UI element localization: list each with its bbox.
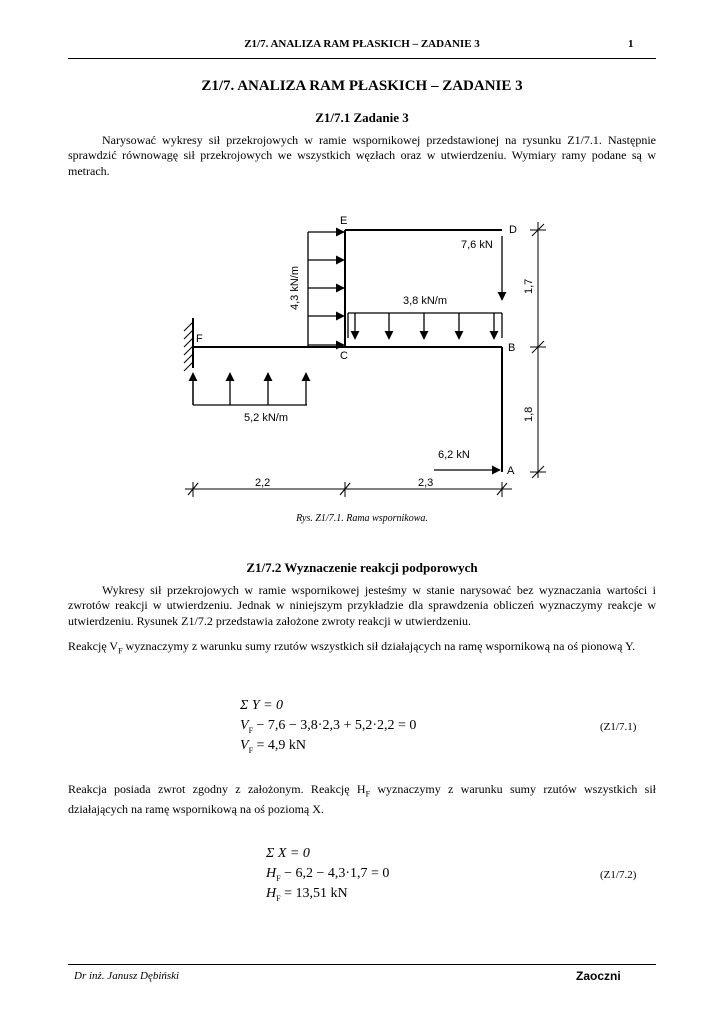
dim-label-left: 2,2: [255, 477, 271, 489]
paragraph-text: Reakcję $V_F$ wyznaczymy z warunku sumy rzutów wszystkich sił działających na ramę wspornikową na oś pionową Y.: [68, 639, 636, 656]
node-label-A: A: [507, 465, 515, 477]
fixed-support-F: [184, 318, 193, 371]
node-label-C: C: [340, 350, 348, 362]
load-label-ce: 4,3 kN/m: [289, 265, 301, 310]
dim-label-right: 2,3: [418, 477, 434, 489]
eq1-line-3: $V_F = 4,9$ kN: [240, 738, 307, 755]
page-number: 1: [628, 38, 634, 50]
footer-course: Zaoczni: [576, 969, 621, 983]
node-label-B: B: [508, 342, 516, 354]
footer-divider: [68, 964, 656, 965]
node-label-E: E: [340, 215, 348, 227]
page-title: Z1/7. ANALIZA RAM PŁASKICH – ZADANIE 3: [201, 78, 523, 94]
paragraph-text: Wykresy sił przekrojowych w ramie wspornikowej jesteśmy w stanie narysować bez wyznaczania wartości i zwrotów reakcji w utwierdzeniu. Jednak w niniejszym przykładzie dla sprawdzenia obliczeń wyznaczymy reakcje w utwierdzeniu. Rysunek Z1/7.2 przedstawia założone zwroty reakcji w utwierdzeniu.: [68, 583, 656, 628]
load-label-fc: 5,2 kN/m: [244, 412, 289, 424]
dim-label-upper: 1,7: [523, 278, 535, 294]
footer-author: Dr inż. Janusz Dębiński: [74, 970, 180, 982]
paragraph-text: Reakcja posiada zwrot zgodny z założonym. Reakcję $H_F$ wyznaczymy z warunku sumy rzutów wszystkich sił działających na ramę wspornikową na oś poziomą X.: [68, 782, 657, 816]
section-2-paragraph-1: [68, 583, 656, 629]
node-label-D: D: [509, 224, 517, 236]
load-label-a: 6,2 kN: [438, 449, 470, 461]
eq2-number: (Z1/7.2): [600, 869, 637, 881]
distributed-load-FC: [193, 373, 307, 405]
eq2-line-1: Σ X = 0: [266, 846, 310, 861]
horizontal-dimension: [185, 482, 512, 497]
node-label-F: F: [196, 333, 203, 345]
section-2-paragraph-3: [68, 782, 656, 817]
eq2-line-2: $H_F - 6,2 - 4,3\cdot 1,7 = 0$: [266, 866, 390, 883]
load-label-cb: 3,8 kN/m: [403, 295, 448, 307]
load-label-d: 7,6 kN: [461, 239, 493, 251]
paragraph-text: Narysować wykresy sił przekrojowych w ramie wspornikowej przedstawionej na rysunku Z1/7.1. Następnie sprawdzić równowagę sił przekrojowych we wszystkich węzłach oraz w utwierdzeniu. Wymiary ramy podane są w metrach.: [68, 133, 656, 178]
running-title: Z1/7. ANALIZA RAM PŁASKICH – ZADANIE 3: [244, 38, 480, 50]
section-2-paragraph-2: [68, 639, 656, 659]
vertical-dimension: [530, 222, 546, 478]
dim-label-lower: 1,8: [523, 406, 535, 422]
eq2-line-3: $H_F = 13,51$ kN: [266, 886, 348, 903]
eq1-number: (Z1/7.1): [600, 721, 637, 733]
section-heading-1: Z1/7.1 Zadanie 3: [315, 110, 409, 125]
distributed-load-CE: [308, 232, 344, 347]
eq1-line-2: $V_F - 7,6 - 3,8\cdot 2,3 + 5,2\cdot 2,2 = 0$: [240, 718, 417, 735]
distributed-load-CB: [348, 313, 502, 339]
eq1-line-1: Σ Y = 0: [240, 698, 284, 713]
section-heading-2: Z1/7.2 Wyznaczenie reakcji podporowych: [246, 560, 478, 575]
figure-caption: Rys. Z1/7.1. Rama wspornikowa.: [296, 513, 428, 524]
